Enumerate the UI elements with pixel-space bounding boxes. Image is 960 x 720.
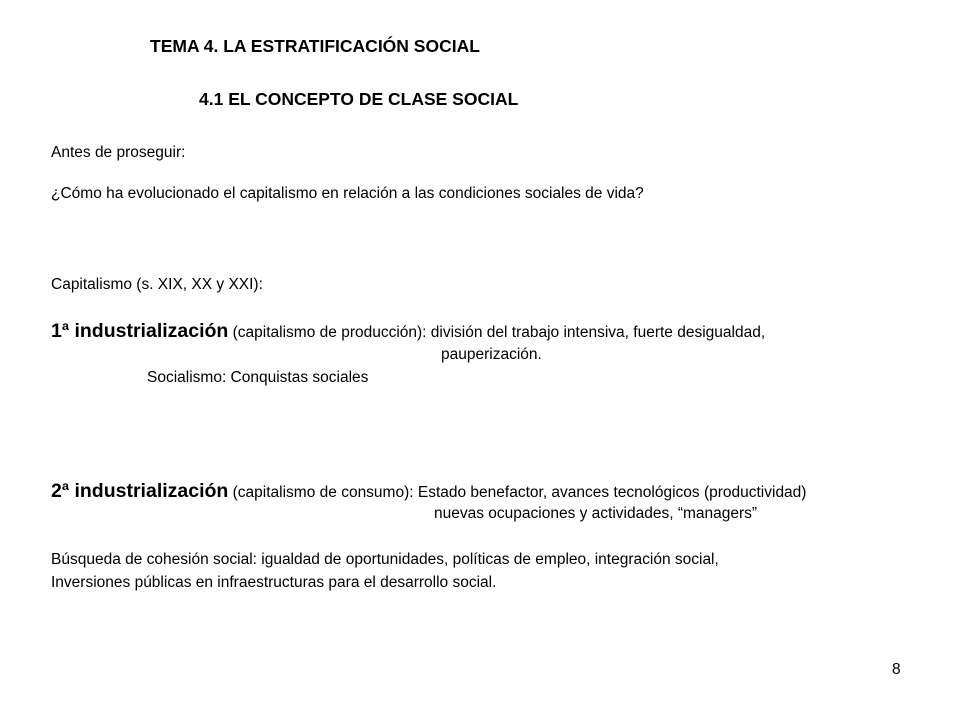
page-number: 8	[892, 661, 901, 678]
second-industrialization-label: 2ª industrialización	[51, 480, 229, 502]
first-industrialization-text: (capitalismo de producción): división del trabajo intensiva, fuerte desigualdad,	[228, 324, 766, 341]
capitalism-heading: Capitalismo (s. XIX, XX y XXI):	[51, 276, 263, 293]
question-text: ¿Cómo ha evolucionado el capitalismo en relación a las condiciones sociales de vida?	[51, 185, 644, 202]
second-industrialization-text: (capitalismo de consumo): Estado benefactor, avances tecnológicos (productividad)	[228, 484, 807, 501]
first-industrialization-label: 1ª industrialización	[51, 320, 229, 342]
second-industrialization-line	[51, 480, 806, 503]
second-industrialization-continuation: nuevas ocupaciones y actividades, “managers”	[434, 505, 758, 522]
intro-text: Antes de proseguir:	[51, 144, 186, 161]
slide-subtitle: 4.1 EL CONCEPTO DE CLASE SOCIAL	[199, 89, 519, 109]
cohesion-line-2: Inversiones públicas en infraestructuras para el desarrollo social.	[51, 574, 497, 591]
cohesion-line-1: Búsqueda de cohesión social: igualdad de oportunidades, políticas de empleo, integración social,	[51, 551, 719, 568]
first-industrialization-continuation: pauperización.	[441, 346, 542, 363]
slide-title: TEMA 4. LA ESTRATIFICACIÓN SOCIAL	[150, 36, 480, 56]
socialism-note: Socialismo: Conquistas sociales	[147, 369, 369, 386]
first-industrialization-line	[51, 320, 765, 343]
